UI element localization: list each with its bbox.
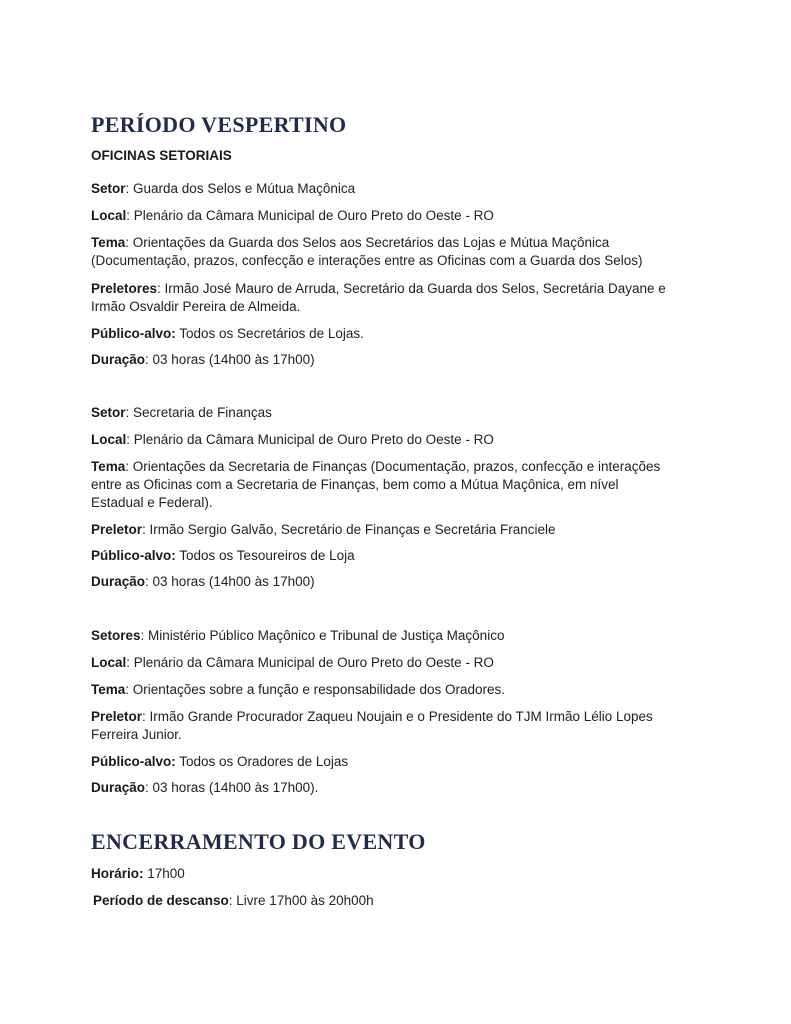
- block2-tema-cont2: Estadual e Federal).: [91, 495, 213, 510]
- value: Todos os Oradores de Lojas: [175, 754, 349, 769]
- encerramento-descanso: [93, 891, 713, 911]
- label: Preletor: [91, 709, 143, 724]
- value: : Orientações da Secretaria de Finanças (Documentação, prazos, confecção e interações: [125, 459, 661, 474]
- value: 17h00: [143, 866, 185, 881]
- block2-publico: [91, 546, 711, 566]
- value: : 03 horas (14h00 às 17h00).: [145, 780, 319, 795]
- label: Público-alvo:: [91, 754, 176, 769]
- label: Preletor: [91, 522, 143, 537]
- block2-setor: [91, 403, 711, 423]
- value: : Plenário da Câmara Municipal de Ouro Preto do Oeste - RO: [126, 655, 494, 670]
- value: Todos os Secretários de Lojas.: [175, 326, 364, 341]
- block1-preletores: [91, 279, 711, 299]
- value: : Irmão Grande Procurador Zaqueu Noujain e o Presidente do TJM Irmão Lélio Lopes: [142, 709, 653, 724]
- label: Setor: [91, 405, 126, 420]
- label: Tema: [91, 459, 126, 474]
- label: Setores: [91, 628, 141, 643]
- block1-tema-cont: (Documentação, prazos, confecção e interações entre as Oficinas com a Guarda dos Selos): [91, 253, 643, 268]
- block2-tema: [91, 457, 711, 477]
- block1-local: [91, 206, 711, 226]
- block3-preletor-cont: Ferreira Junior.: [91, 727, 182, 742]
- value: : 03 horas (14h00 às 17h00): [145, 574, 315, 589]
- label: Local: [91, 432, 127, 447]
- value: : Irmão José Mauro de Arruda, Secretário da Guarda dos Selos, Secretária Dayane e: [157, 281, 666, 296]
- block1-duracao: [91, 350, 711, 370]
- label: Público-alvo:: [91, 326, 176, 341]
- label: Duração: [91, 352, 146, 367]
- block2-tema-cont: entre as Oficinas com a Secretaria de Finanças, bem como a Mútua Maçônica, em nível: [91, 477, 619, 492]
- label: Local: [91, 655, 127, 670]
- section-title-encerramento: ENCERRAMENTO DO EVENTO: [91, 829, 426, 854]
- block3-setores: [91, 626, 711, 646]
- label: Local: [91, 208, 127, 223]
- value: : Orientações sobre a função e responsabilidade dos Oradores.: [125, 682, 505, 697]
- value: : Orientações da Guarda dos Selos aos Secretários das Lojas e Mútua Maçônica: [125, 235, 610, 250]
- label: Preletores: [91, 281, 158, 296]
- block1-tema: [91, 233, 711, 253]
- value: Todos os Tesoureiros de Loja: [175, 548, 355, 563]
- label: Período de descanso: [93, 893, 229, 908]
- value: : Plenário da Câmara Municipal de Ouro Preto do Oeste - RO: [126, 432, 494, 447]
- label: Tema: [91, 235, 126, 250]
- block2-local: [91, 430, 711, 450]
- value: : Secretaria de Finanças: [125, 405, 272, 420]
- value: : 03 horas (14h00 às 17h00): [145, 352, 315, 367]
- label: Duração: [91, 780, 146, 795]
- subtitle-oficinas: OFICINAS SETORIAIS: [91, 148, 232, 163]
- value: : Guarda dos Selos e Mútua Maçônica: [125, 181, 356, 196]
- encerramento-horario: [91, 864, 711, 884]
- block1-preletores-cont: Irmão Osvaldir Pereira de Almeida.: [91, 299, 301, 314]
- label: Horário:: [91, 866, 144, 881]
- block2-preletor: [91, 520, 711, 540]
- section-title-vespertino: PERÍODO VESPERTINO: [91, 112, 347, 137]
- block3-preletor: [91, 707, 711, 727]
- label: Tema: [91, 682, 126, 697]
- block3-tema: [91, 680, 711, 700]
- block3-duracao: [91, 778, 711, 798]
- block3-publico: [91, 752, 711, 772]
- value: : Irmão Sergio Galvão, Secretário de Finanças e Secretária Franciele: [142, 522, 556, 537]
- block1-setor: [91, 179, 711, 199]
- label: Duração: [91, 574, 146, 589]
- block2-duracao: [91, 572, 711, 592]
- value: : Plenário da Câmara Municipal de Ouro Preto do Oeste - RO: [126, 208, 494, 223]
- block1-publico: [91, 324, 711, 344]
- value: : Ministério Público Maçônico e Tribunal de Justiça Maçônico: [140, 628, 505, 643]
- value: : Livre 17h00 às 20h00h: [228, 893, 374, 908]
- label: Público-alvo:: [91, 548, 176, 563]
- block3-local: [91, 653, 711, 673]
- label: Setor: [91, 181, 126, 196]
